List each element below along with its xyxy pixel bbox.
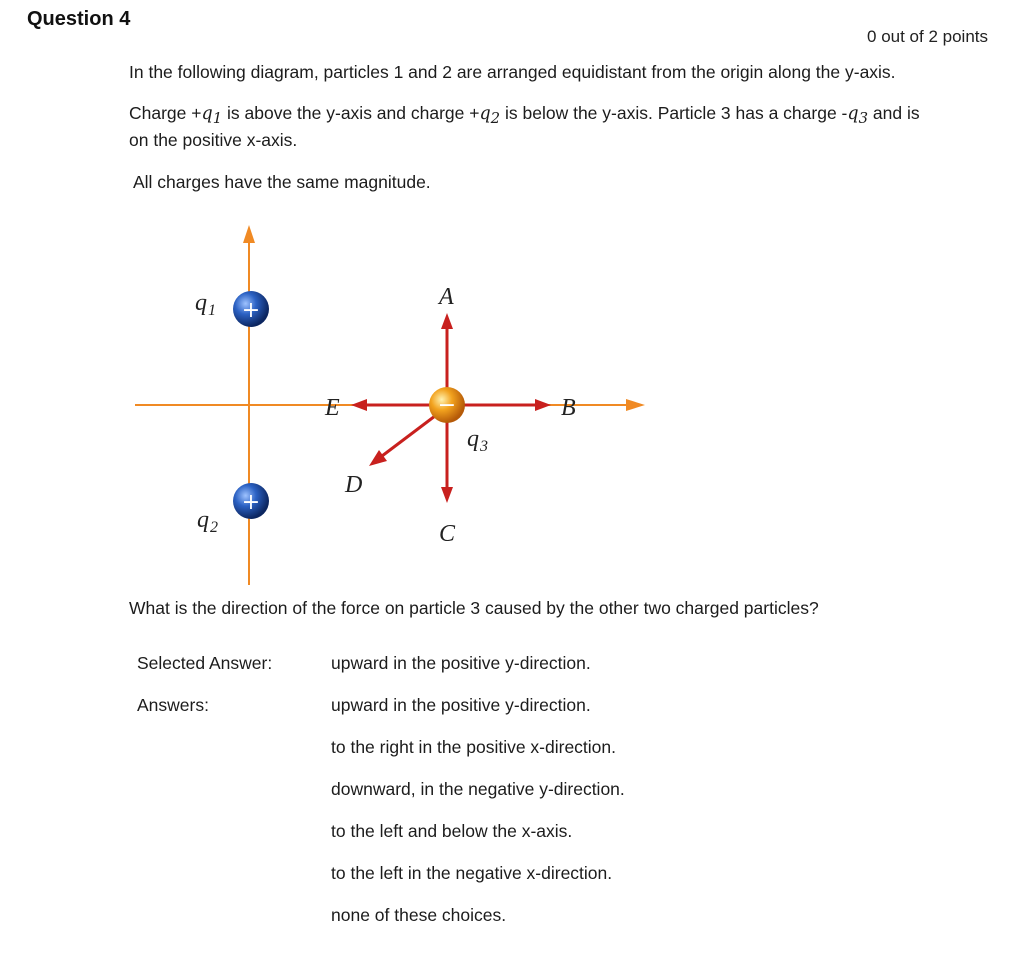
prompt-line-3: on the positive x-axis. [129, 130, 298, 150]
q3-label: q [467, 426, 479, 452]
prompt-line-2 [129, 100, 1009, 128]
prompt-text: is above the y-axis and charge + [222, 103, 480, 123]
answer-option: to the left in the negative x-direction. [331, 863, 613, 883]
diagram-svg [129, 213, 656, 595]
q2-plus-sign: + [241, 490, 261, 515]
arrow-e-head [351, 399, 367, 411]
q2-symbol: q [479, 104, 491, 124]
y-axis-arrowhead [243, 225, 255, 243]
prompt-text: Charge + [129, 103, 202, 123]
q1-subscript: 1 [212, 108, 223, 127]
answer-option: none of these choices. [331, 905, 507, 925]
question-title: Question 4 [27, 8, 131, 30]
answer-option: downward, in the negative y-direction. [331, 779, 625, 799]
arrow-a-head [441, 313, 453, 329]
label-b: B [561, 395, 576, 421]
label-a: A [439, 284, 454, 310]
q3-subscript: 3 [858, 108, 869, 127]
label-d: D [345, 472, 363, 498]
arrow-c-head [441, 487, 453, 503]
answers-label: Answers: [137, 695, 209, 715]
q1-label: q [195, 290, 207, 316]
q3-minus-sign: − [437, 393, 457, 418]
q3-label-sub: 3 [480, 438, 488, 455]
answer-option: upward in the positive y-direction. [331, 695, 591, 715]
q1-label-sub: 1 [208, 302, 216, 319]
charge-diagram [129, 213, 656, 595]
label-e: E [325, 395, 340, 421]
prompt-line-4: All charges have the same magnitude. [133, 172, 431, 192]
points-score: 0 out of 2 points [867, 27, 988, 46]
q3-symbol: q [847, 104, 859, 124]
q1-symbol: q [201, 104, 213, 124]
selected-answer-value: upward in the positive y-direction. [331, 653, 591, 673]
question-text: What is the direction of the force on particle 3 caused by the other two charged particles? [129, 598, 819, 618]
label-c: C [439, 521, 456, 547]
arrow-b-head [535, 399, 551, 411]
q2-subscript: 2 [490, 108, 501, 127]
q2-label: q [197, 507, 209, 533]
q2-label-sub: 2 [210, 519, 218, 536]
q1-plus-sign: + [241, 298, 261, 323]
arrow-d [382, 416, 435, 456]
x-axis-arrowhead [626, 399, 645, 411]
prompt-line-1: In the following diagram, particles 1 and 2 are arranged equidistant from the origin along the y-axis. [129, 62, 896, 82]
answer-option: to the left and below the x-axis. [331, 821, 573, 841]
prompt-text: is below the y-axis. Particle 3 has a charge - [500, 103, 848, 123]
answer-option: to the right in the positive x-direction. [331, 737, 617, 757]
prompt-text: and is [868, 103, 920, 123]
selected-answer-label: Selected Answer: [137, 653, 273, 673]
